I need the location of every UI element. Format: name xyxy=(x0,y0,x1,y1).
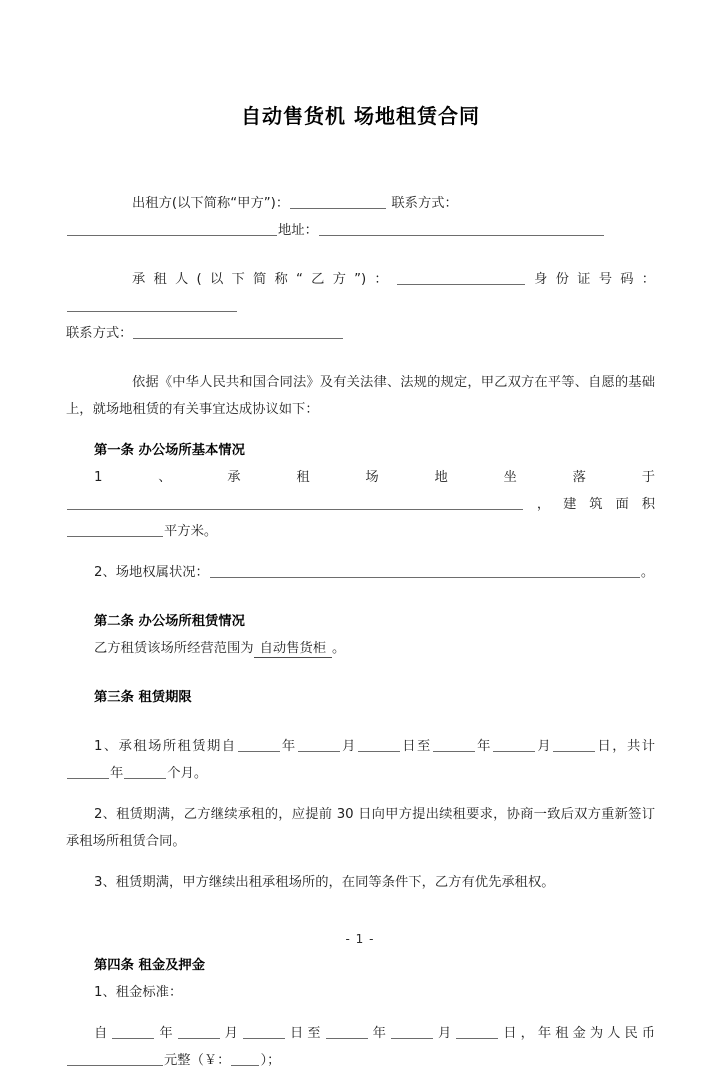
address-label: 地址： xyxy=(278,223,318,239)
item-text: 个月。 xyxy=(167,766,208,782)
item-text: ， xyxy=(524,497,564,513)
lessee-id-blank[interactable] xyxy=(67,298,237,312)
item-text: 月 xyxy=(535,739,553,755)
item-text: 月 xyxy=(340,739,357,755)
item-text: 日至 xyxy=(285,1026,325,1042)
section-1-item-2 xyxy=(66,559,655,586)
spacer xyxy=(66,244,655,266)
spacer xyxy=(66,142,655,190)
rent-start-year-blank[interactable] xyxy=(112,1025,154,1039)
item-text: 年 xyxy=(110,766,124,782)
item-text: 1、承租场地坐落于 xyxy=(94,470,655,486)
lease-total-months-blank[interactable] xyxy=(124,765,166,779)
item-text: 年 xyxy=(368,1026,390,1042)
item-text: 月 xyxy=(433,1026,456,1042)
rent-end-month-blank[interactable] xyxy=(391,1025,433,1039)
section-heading-4: 第四条 租金及押金 xyxy=(94,958,206,974)
site-location-blank[interactable] xyxy=(67,496,523,510)
item-text: ）； xyxy=(260,1053,281,1069)
lease-start-month-blank[interactable] xyxy=(298,738,340,752)
building-area-blank[interactable] xyxy=(67,523,163,537)
lessee-contact-blank[interactable] xyxy=(133,325,343,339)
section-3-item-3: 3、租赁期满，甲方继续出租承租场所的，在同等条件下，乙方有优先承租权。 xyxy=(94,875,555,891)
spacer xyxy=(66,1006,655,1020)
item-text: 日至 xyxy=(400,739,432,755)
item-text: 。 xyxy=(640,565,655,581)
item-text: 。 xyxy=(332,641,346,657)
item-text: 平方米。 xyxy=(164,524,218,540)
spacer xyxy=(66,787,655,801)
section-heading-1: 第一条 办公场所基本情况 xyxy=(94,443,245,459)
lessee-line xyxy=(66,266,655,320)
lessor-name-blank[interactable] xyxy=(290,195,386,209)
item-text: 自 xyxy=(94,1026,112,1042)
section-2-item-1 xyxy=(66,635,655,662)
item-text: 2、场地权属状况： xyxy=(94,565,209,581)
spacer xyxy=(66,347,655,369)
item-text: 年 xyxy=(155,1026,177,1042)
section-heading-2: 第二条 办公场所租赁情况 xyxy=(94,614,245,630)
spacer xyxy=(66,586,655,608)
lessor-line xyxy=(66,190,655,217)
item-text: 元整（￥： xyxy=(164,1053,231,1069)
spacer xyxy=(66,662,655,684)
lessor-contact-blank[interactable] xyxy=(67,222,277,236)
rent-start-day-blank[interactable] xyxy=(243,1025,285,1039)
lease-end-day-blank[interactable] xyxy=(553,738,595,752)
item-text: 年 xyxy=(475,739,492,755)
spacer xyxy=(66,545,655,559)
section-3-item-1 xyxy=(66,733,655,787)
lessor-address-line xyxy=(66,217,655,244)
rent-end-year-blank[interactable] xyxy=(326,1025,368,1039)
section-3-item-2: 2、租赁期满，乙方继续承租的，应提前 30 日向甲方提出续租要求，协商一致后双方重新签订承租场所租赁合同。 xyxy=(66,807,655,850)
lessor-address-blank[interactable] xyxy=(319,222,604,236)
item-text: 乙方租赁该场所经营范围为 xyxy=(94,641,254,657)
rent-start-month-blank[interactable] xyxy=(178,1025,220,1039)
id-label: 身份证号码： xyxy=(525,272,656,288)
spacer xyxy=(66,855,655,869)
section-4-item-2 xyxy=(66,1020,655,1074)
lessee-contact-line xyxy=(66,320,655,347)
preamble-paragraph: 依据《中华人民共和国合同法》及有关法律、法规的规定，甲乙双方在平等、自愿的基础上，就场地租赁的有关事宜达成协议如下： xyxy=(66,375,655,418)
lessor-label: 出租方(以下简称“甲方”)： xyxy=(132,196,290,212)
item-text: 日，共计 xyxy=(596,739,656,755)
item-text: 年 xyxy=(280,739,297,755)
page-title: 自动售货机 场地租赁合同 xyxy=(241,104,480,128)
lease-start-day-blank[interactable] xyxy=(358,738,400,752)
lease-end-year-blank[interactable] xyxy=(433,738,475,752)
lease-start-year-blank[interactable] xyxy=(238,738,280,752)
item-text: 日，年租金为人民币 xyxy=(499,1026,656,1042)
item-text: 1、承租场所租赁期自 xyxy=(94,739,237,755)
lease-end-month-blank[interactable] xyxy=(493,738,535,752)
spacer xyxy=(66,711,655,733)
lessee-contact-label: 联系方式： xyxy=(66,326,133,342)
item-text: 月 xyxy=(220,1026,242,1042)
annual-rent-amount-blank[interactable] xyxy=(67,1052,163,1066)
page-number-footer: - 1 - xyxy=(345,932,375,946)
section-heading-3: 第三条 租赁期限 xyxy=(94,690,192,706)
rent-end-day-blank[interactable] xyxy=(456,1025,498,1039)
section-1-item-1 xyxy=(66,464,655,545)
ownership-status-blank[interactable] xyxy=(210,564,640,578)
lessor-contact-label: 联系方式： xyxy=(391,196,458,212)
spacer xyxy=(66,896,655,930)
section-4-item-1: 1、租金标准： xyxy=(94,985,183,1001)
item-text: 建筑面积 xyxy=(563,497,656,513)
spacer xyxy=(66,423,655,437)
business-scope-value: 自动售货柜 xyxy=(254,641,332,658)
annual-rent-figures-blank[interactable] xyxy=(231,1052,259,1066)
document-body xyxy=(66,0,655,1074)
lessee-name-blank[interactable] xyxy=(397,271,525,285)
lease-total-years-blank[interactable] xyxy=(67,765,109,779)
lessee-label: 承租人(以下简称“乙方”)： xyxy=(132,272,396,288)
